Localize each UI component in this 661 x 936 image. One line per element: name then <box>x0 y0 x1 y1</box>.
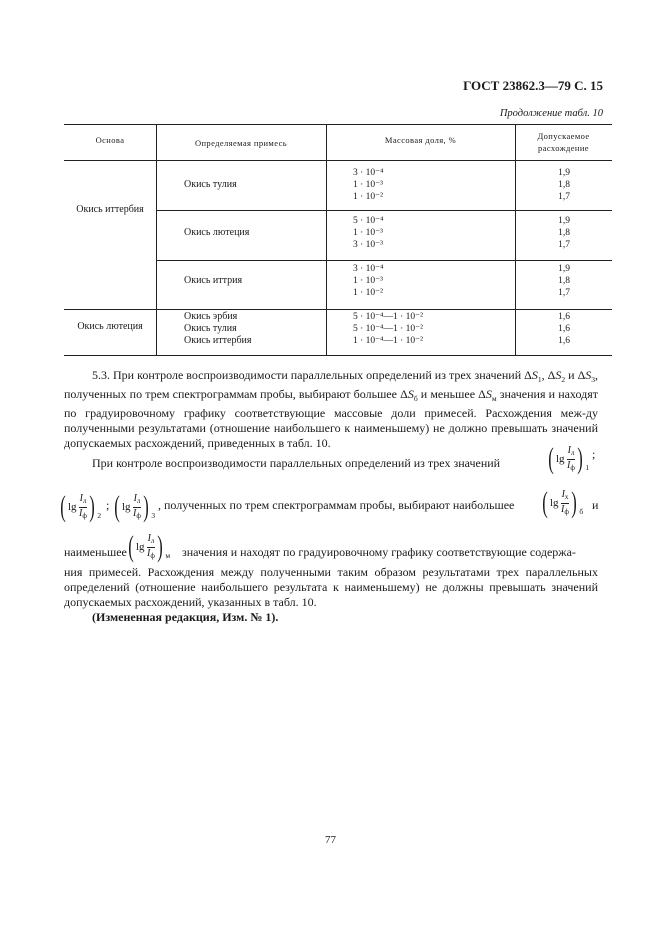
table-row-deviation <box>544 167 584 203</box>
fraction <box>561 489 570 518</box>
text-run: находят по градуировочному графику соответствующие массовые доли примесей. Расхождения меж-ду полученными результатами (отношение наибольшего к наименьшему) не должно превышать значений допускаемых расхождений, приведенных в табл. 10. <box>64 387 599 450</box>
numerator <box>561 489 570 504</box>
base-lutetium-oxide: Окись лютеция <box>77 321 143 332</box>
fraction <box>147 533 156 562</box>
base-ytterbium-oxide: Окись иттербия <box>76 204 144 215</box>
table-row-impurity: Окись лютеция <box>184 227 250 238</box>
paren-open: ( <box>114 490 120 523</box>
paren-close: ) <box>577 442 584 475</box>
denominator <box>79 508 87 522</box>
paragraph-2-line3b: значения и находят по градуировочному графику соответствующие содержа- <box>182 545 576 559</box>
paragraph-2-line3a: наименьшее <box>64 545 127 559</box>
formula-lg-ratio-3 <box>112 492 155 522</box>
paren-open: ( <box>548 442 554 475</box>
mass-value: 5 · 10⁻⁴—1 · 10⁻² <box>353 324 424 334</box>
impurity-name: Окись тулия <box>184 323 237 334</box>
fraction <box>133 493 142 522</box>
impurity-name: Окись эрбия <box>184 311 238 322</box>
formula-index: 3 <box>151 511 156 520</box>
symbol-i: I <box>147 532 151 544</box>
deviation-value: 1,6 <box>558 336 570 346</box>
edition-note: (Измененная редакция, Изм. № 1). <box>92 610 279 624</box>
symbol-s: S <box>407 387 414 401</box>
lg-symbol: lg <box>550 497 559 509</box>
subscript: л <box>136 496 141 505</box>
subscript: л <box>570 448 575 457</box>
column-divider <box>156 124 157 356</box>
symbol-s: S <box>531 368 538 382</box>
symbol-i: I <box>561 503 565 515</box>
table-top-border <box>64 124 612 125</box>
header-deviation-line1: Допускаемое <box>537 131 590 141</box>
mass-value: 5 · 10⁻⁴ <box>353 216 384 226</box>
deviation-value: 1,9 <box>558 168 570 178</box>
text-run: и <box>565 368 575 382</box>
formula-index: м <box>165 551 171 560</box>
symbol-s: S <box>585 368 592 382</box>
denominator <box>133 508 141 522</box>
paragraph-5-3 <box>64 368 598 451</box>
text-run: 5.3. При контроле воспроизводимости параллельных определений из трех значений Δ <box>92 368 532 382</box>
table-row-mass <box>353 311 423 347</box>
formula-index: 2 <box>97 511 102 520</box>
symbol-i: I <box>79 492 83 504</box>
paren-open: ( <box>60 490 66 523</box>
data-table <box>64 124 612 356</box>
symbol-i: I <box>133 507 137 519</box>
table-row-deviation <box>544 311 584 347</box>
header-deviation <box>515 130 612 154</box>
text-run: и меньшее Δ <box>417 387 486 401</box>
text-run: , полученных по трем спектрограммам пробы, выбирают большее Δ <box>64 368 599 401</box>
symbol-i: I <box>133 492 137 504</box>
subscript: б <box>413 394 418 403</box>
subscript: ф <box>82 511 87 520</box>
table-row-impurity <box>184 311 252 347</box>
subscript: х <box>564 492 569 501</box>
subscript: ф <box>570 463 575 472</box>
table-row-deviation <box>544 263 584 299</box>
text-run: , Δ <box>541 368 556 382</box>
subscript: ф <box>564 507 569 516</box>
formula-lg-ratio-1 <box>546 444 589 474</box>
mass-value: 1 · 10⁻³ <box>353 180 384 190</box>
deviation-value: 1,8 <box>558 228 570 238</box>
header-impurity: Определяемая примесь <box>194 138 288 148</box>
deviation-value: 1,9 <box>558 264 570 274</box>
symbol-i: I <box>79 507 83 519</box>
subscript: л <box>82 496 87 505</box>
paragraph-5-3-line1 <box>64 368 598 451</box>
table-row-mass <box>353 167 384 203</box>
subscript: ф <box>150 551 155 560</box>
column-divider <box>326 124 327 356</box>
table-continuation-label: Продолжение табл. 10 <box>499 108 603 119</box>
subscript: л <box>150 536 155 545</box>
paragraph-2-line1: При контроле воспроизводимости параллельных определений из трех значений <box>92 456 501 470</box>
paragraph-2-line2: , полученных по трем спектрограммам пробы, выбирают наибольшее <box>158 498 515 512</box>
table-header-border <box>64 160 612 161</box>
page-number: 77 <box>325 834 336 846</box>
paren-close: ) <box>143 490 150 523</box>
deviation-value: 1,6 <box>558 312 570 322</box>
header-mass: Массовая доля, % <box>384 135 457 145</box>
symbol-i: I <box>147 547 151 559</box>
lg-symbol: lg <box>556 453 565 465</box>
subscript: ф <box>136 511 141 520</box>
header-base: Основа <box>95 135 125 145</box>
deviation-value: 1,7 <box>558 288 570 298</box>
deviation-value: 1,8 <box>558 180 570 190</box>
paren-close: ) <box>89 490 96 523</box>
paragraph-2-rest <box>64 565 598 610</box>
mass-value: 3 · 10⁻³ <box>353 240 384 250</box>
symbol-i: I <box>561 488 565 500</box>
numerator <box>147 533 156 548</box>
mass-value: 5 · 10⁻⁴—1 · 10⁻² <box>353 312 424 322</box>
document-header: ГОСТ 23862.3—79 С. 15 <box>463 78 603 93</box>
table-row-impurity: Окись тулия <box>184 179 237 190</box>
subscript: 1 <box>537 375 542 384</box>
mass-value: 1 · 10⁻⁴—1 · 10⁻² <box>353 336 424 346</box>
table-row-deviation <box>544 215 584 251</box>
denominator <box>147 548 155 562</box>
symbol-s: S <box>555 368 562 382</box>
numerator <box>79 493 88 508</box>
table-row-impurity: Окись иттрия <box>184 275 243 286</box>
denominator <box>561 504 569 518</box>
subscript: 2 <box>561 375 566 384</box>
row-divider <box>156 210 612 211</box>
numerator <box>567 445 576 460</box>
formula-lg-ratio-2 <box>58 492 101 522</box>
denominator <box>567 460 575 474</box>
group-divider <box>64 309 612 310</box>
table-row-mass <box>353 215 384 251</box>
paragraph-2-rest-text: ния примесей. Расхождения между полученными таким образом результатами трех параллельных определений (отношение наибольшего результата к наименьшему) не должны превышать значений допускаемых расхождений, указанных в табл. 10. <box>64 565 598 609</box>
lg-symbol: lg <box>68 501 77 513</box>
column-divider <box>515 124 516 356</box>
formula-lg-ratio-min <box>126 532 170 562</box>
paren-close: ) <box>571 486 578 519</box>
text-run: значения и <box>496 387 556 401</box>
subscript: 3 <box>591 375 596 384</box>
mass-value: 1 · 10⁻³ <box>353 228 384 238</box>
symbol-s: S <box>485 387 492 401</box>
deviation-value: 1,8 <box>558 276 570 286</box>
and-word: и <box>592 498 599 512</box>
fraction <box>567 445 576 474</box>
mass-value: 3 · 10⁻⁴ <box>353 168 384 178</box>
formula-lg-ratio-max <box>540 488 583 518</box>
lg-symbol: lg <box>136 541 145 553</box>
table-bottom-border <box>64 355 612 356</box>
numerator <box>133 493 142 508</box>
paren-close: ) <box>157 530 164 563</box>
formula-index: 1 <box>585 463 590 472</box>
fraction <box>79 493 88 522</box>
lg-symbol: lg <box>122 501 131 513</box>
paren-open: ( <box>128 530 134 563</box>
table-row-mass <box>353 263 384 299</box>
paren-open: ( <box>542 486 548 519</box>
subscript: м <box>491 394 497 403</box>
deviation-value: 1,6 <box>558 324 570 334</box>
semicolon: ; <box>106 498 110 512</box>
deviation-value: 1,7 <box>558 192 570 202</box>
deviation-value: 1,9 <box>558 216 570 226</box>
text-run: Δ <box>577 368 586 382</box>
semicolon: ; <box>592 447 596 461</box>
header-deviation-line2: расхождение <box>538 143 589 153</box>
mass-value: 1 · 10⁻³ <box>353 276 384 286</box>
mass-value: 3 · 10⁻⁴ <box>353 264 384 274</box>
formula-index: б <box>579 507 584 516</box>
impurity-name: Окись иттербия <box>184 335 252 346</box>
mass-value: 1 · 10⁻² <box>353 288 384 298</box>
symbol-i: I <box>567 459 571 471</box>
symbol-i: I <box>567 444 571 456</box>
deviation-value: 1,7 <box>558 240 570 250</box>
mass-value: 1 · 10⁻² <box>353 192 384 202</box>
row-divider <box>156 260 612 261</box>
